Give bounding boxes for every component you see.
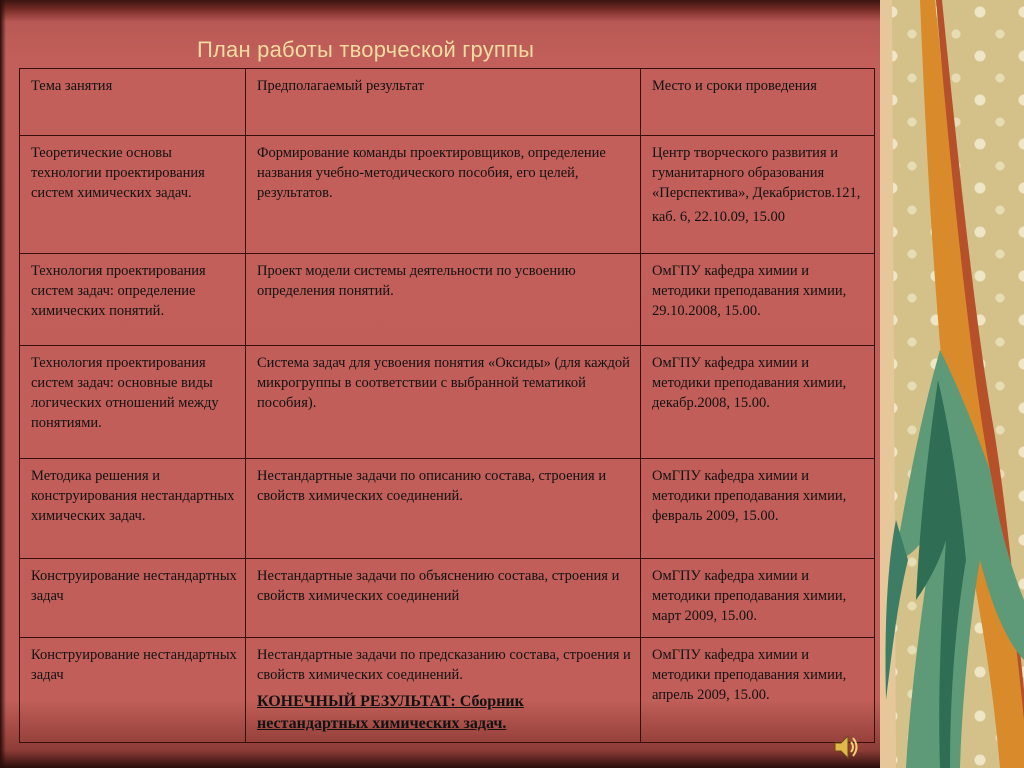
cell-place: ОмГПУ кафедра химии и методики преподавания химии, апрель 2009, 15.00.: [641, 638, 875, 743]
cell-topic: Технология проектирования систем задач: определение химических понятий.: [20, 254, 246, 346]
result-text: Нестандартные задачи по предсказанию состава, строения и свойств химических соединений.: [257, 647, 631, 683]
cell-place: ОмГПУ кафедра химии и методики преподавания химии, февраль 2009, 15.00.: [641, 459, 875, 559]
final-result: КОНЕЧНЫЙ РЕЗУЛЬТАТ: Сборник нестандартных химических задач.: [257, 693, 524, 732]
cell-result: Нестандартные задачи по объяснению состава, строения и свойств химических соединений: [246, 559, 641, 638]
cell-place: ОмГПУ кафедра химии и методики преподавания химии, декабр.2008, 15.00.: [641, 346, 875, 459]
header-topic: Тема занятия: [20, 69, 246, 136]
header-place: Место и сроки проведения: [641, 69, 875, 136]
table-header-row: [20, 69, 875, 136]
table-row: [20, 638, 875, 743]
cell-result: Проект модели системы деятельности по усвоению определения понятий.: [246, 254, 641, 346]
place-text: Центр творческого развития и гуманитарного образования «Перспектива», Декабристов.121,: [652, 145, 861, 201]
table-row: [20, 136, 875, 254]
place-extra: каб. 6, 22.10.09, 15.00: [652, 209, 786, 225]
slide-title: План работы творческой группы: [197, 37, 535, 62]
cell-topic: Теоретические основы технологии проектирования систем химических задач.: [20, 136, 246, 254]
cell-result: [246, 638, 641, 743]
cell-topic: Конструирование нестандартных задач: [20, 559, 246, 638]
table-row: [20, 559, 875, 638]
cell-result: Система задач для усвоения понятия «Оксиды» (для каждой микрогруппы в соответствии с выбранной тематикой пособия).: [246, 346, 641, 459]
cell-place: ОмГПУ кафедра химии и методики преподавания химии, март 2009, 15.00.: [641, 559, 875, 638]
cell-place: [641, 136, 875, 254]
cell-topic: Технология проектирования систем задач: основные виды логических отношений между понятиями.: [20, 346, 246, 459]
header-result: Предполагаемый результат: [246, 69, 641, 136]
plan-table: [19, 68, 875, 743]
table-row: [20, 459, 875, 559]
table-row: [20, 254, 875, 346]
table-row: [20, 346, 875, 459]
cell-topic: Конструирование нестандартных задач: [20, 638, 246, 743]
cell-topic: Методика решения и конструирования нестандартных химических задач.: [20, 459, 246, 559]
speaker-icon[interactable]: [832, 732, 860, 762]
cell-place: ОмГПУ кафедра химии и методики преподавания химии, 29.10.2008, 15.00.: [641, 254, 875, 346]
cell-result: Нестандартные задачи по описанию состава, строения и свойств химических соединений.: [246, 459, 641, 559]
cell-result: Формирование команды проектировщиков, определение названия учебно-методического пособия, его целей, результатов.: [246, 136, 641, 254]
decorative-side-panel: [880, 0, 1024, 768]
